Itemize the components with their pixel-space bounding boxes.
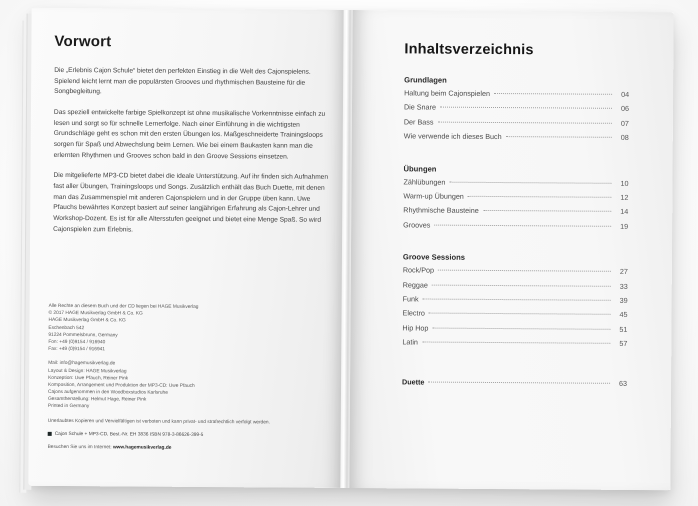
toc-entry-label: Haltung beim Cajonspielen: [404, 88, 491, 98]
dot-leader: [468, 196, 612, 198]
toc-entry-page: 57: [619, 338, 628, 349]
toc-entry-label: Electro: [402, 308, 425, 318]
toc-entry-page: 33: [619, 281, 628, 291]
toc-entry-label: Der Bass: [403, 117, 434, 127]
vorwort-title: Vorwort: [54, 32, 112, 51]
toc-entry-label: Die Snare: [403, 102, 436, 112]
dot-leader: [494, 93, 612, 95]
imprint-line: 91224 Pommelsbrunn, Germany: [48, 332, 118, 339]
dot-leader: [422, 342, 610, 344]
catalog-number: Cajon Schule + MP3-CD, Best.-Nr. EH 3836 ISBN 978-3-86626-399-5: [54, 431, 204, 438]
vorwort-paragraph: Das speziell entwickelte farbige Spielkonzept ist ohne musikalische Vorkenntnisse einfach zu lesen und sorgt so für schnelle Lernerfolge. Nach einer Einführung in die wichtigsten Grundschläge geht es schon mit den ersten Übungen los. Maßgeschneiderte Trainingsloops sorgen für Spaß und Abwechslung beim Lernen. Wie bei einem Baukasten kann man die erlernten Rhythmen und Grooves schon bald in den Groove Sessions einsetzen.: [53, 108, 326, 161]
dot-leader: [428, 382, 610, 384]
toc-entry-label: Funk: [402, 294, 419, 304]
toc-entry-label: Rhythmische Bausteine: [403, 205, 479, 216]
dot-leader: [434, 224, 611, 226]
toc-entry-label: Duette: [402, 377, 425, 387]
imprint-line: Konzeption: Uwe Pfauch, Reiner Pink: [48, 375, 129, 382]
imprint-line: Komposition, Arrangement und Produktion der MP3-CD: Uwe Pfauch: [48, 382, 195, 389]
toc-entry-page: 39: [619, 295, 628, 305]
imprint-line: HAGE Musikverlag GmbH & Co. KG: [48, 318, 126, 324]
toc-entry-page: 04: [621, 89, 630, 99]
imprint-line: Mail: info@hagemusikverlag.de: [48, 361, 116, 367]
vorwort-body: [53, 66, 330, 237]
imprint-block: [48, 303, 296, 453]
toc-entry-label: Reggae: [402, 279, 428, 290]
toc-entry-page: 10: [620, 178, 629, 188]
page-vorwort: [28, 8, 343, 488]
toc-row: [403, 220, 628, 236]
toc-row: [403, 206, 628, 222]
toc-entry-label: Hip Hop: [402, 323, 429, 333]
toc-entry-page: 06: [620, 104, 630, 114]
toc-row: [403, 280, 628, 296]
dot-leader: [483, 210, 611, 212]
dot-leader: [423, 298, 611, 300]
imprint-line: Cajons aufgenommen in den Woodboxstudios Karlsruhe: [47, 389, 168, 396]
imprint-web-line: [48, 444, 295, 453]
toc-section-groove-sessions: [402, 252, 628, 353]
imprint-line: Gesamtherstellung: Helmut Hage, Reiner Pink: [47, 397, 147, 403]
toc-row: [402, 323, 627, 339]
toc-section-title: Übungen: [403, 163, 437, 174]
toc-row-duette: [402, 378, 627, 394]
toc-entry-page: 45: [619, 310, 628, 320]
imprint-catalog-line: [48, 431, 295, 440]
toc-entry-label: Warm-up Übungen: [403, 191, 464, 201]
toc-row: [402, 337, 627, 353]
toc-section-grundlagen: [404, 75, 629, 147]
toc-row: [403, 294, 628, 310]
toc-row: [404, 103, 629, 119]
imprint-line: Fon: +49 (0)9154 / 916940: [48, 339, 106, 346]
dot-leader: [432, 284, 611, 286]
toc-entry-page: 27: [619, 267, 628, 277]
imprint-line: Fax: +49 (0)9154 / 916941: [48, 347, 105, 353]
toc-title: Inhaltsverzeichnis: [404, 41, 534, 59]
page-inhaltsverzeichnis: [349, 10, 673, 490]
dot-leader: [449, 181, 611, 183]
imprint-line: Printed in Germany: [47, 404, 90, 410]
toc-row: [403, 191, 628, 207]
imprint-legal-notice: Unerlaubtes Kopieren und Vervielfältigen ist verboten und kann privat- und strafrechtlich verfolgt werden.: [47, 418, 270, 426]
toc-row: [402, 309, 627, 325]
toc-entry-page: 19: [620, 221, 629, 231]
web-prefix: Besuchen Sie uns im Internet:: [47, 444, 112, 451]
toc-row: [403, 177, 628, 193]
vorwort-paragraph: Die mitgelieferte MP3-CD bietet dabei die ideale Unterstützung. Auf ihr finden sich Aufnahmen fast aller Übungen, Trainingsloops und Songs. Zusätzlich enthält das Buch Duette, mit denen man das Zusammenspiel mit anderen Cajonspielern und in der Gruppe üben kann. Uwe Pfauchs bewährtes Konzept basiert auf seiner langjährigen Erfahrung als Cajon-Lehrer und Workshop-Dozent. Es ist für alle Altersstufen geeignet und bietet eine Menge Spaß. So wird Cajonspielen zum Erlebnis.: [53, 172, 329, 234]
toc-section-uebungen: [403, 164, 628, 236]
dot-leader: [432, 327, 610, 329]
open-book: [28, 8, 673, 490]
table-of-contents: [350, 41, 673, 394]
dot-leader: [437, 121, 611, 123]
toc-entry-page: 51: [619, 324, 628, 334]
toc-entry-page: 14: [620, 207, 629, 217]
toc-section-title: Groove Sessions: [402, 252, 466, 262]
square-bullet-icon: [48, 432, 52, 436]
toc-entry-page: 08: [620, 133, 629, 143]
toc-entry-label: Zählübungen: [403, 176, 446, 187]
toc-row: [404, 117, 629, 133]
toc-row: [404, 88, 629, 104]
imprint-line: Layout & Design: HAGE Musikverlag: [48, 368, 127, 374]
vorwort-paragraph: Die „Erlebnis Cajon Schule“ bietet den perfekten Einstieg in die Welt des Cajonspielens. Spielend leicht lernt man die populärsten Grooves und rhythmischen Bausteine für die Songbegleitung.: [54, 66, 311, 96]
imprint-line: © 2017 HAGE Musikverlag GmbH & Co. KG: [48, 311, 143, 317]
imprint-line: Eschenbach 542: [48, 325, 85, 331]
toc-entry-label: Latin: [402, 337, 418, 347]
toc-section-title: Grundlagen: [404, 75, 447, 85]
imprint-credits: [48, 360, 295, 412]
toc-entry-label: Wie verwende ich dieses Buch: [403, 131, 502, 142]
publisher-url: www.hagemusikverlag.de: [112, 445, 172, 451]
dot-leader: [429, 313, 611, 315]
imprint-rights: [48, 303, 295, 355]
toc-entry-label: Rock/Pop: [402, 265, 435, 275]
dot-leader: [506, 136, 612, 138]
toc-entry-page: 12: [620, 192, 629, 202]
toc-entry-page: 63: [619, 379, 628, 389]
dot-leader: [440, 107, 612, 109]
toc-row: [404, 132, 629, 148]
toc-row: [403, 265, 628, 281]
dot-leader: [438, 270, 611, 272]
toc-entry-page: 07: [620, 118, 629, 128]
toc-entry-label: Grooves: [403, 220, 431, 230]
imprint-line: Alle Rechte an diesem Buch und der CD liegen bei HAGE Musikverlag: [48, 303, 199, 310]
